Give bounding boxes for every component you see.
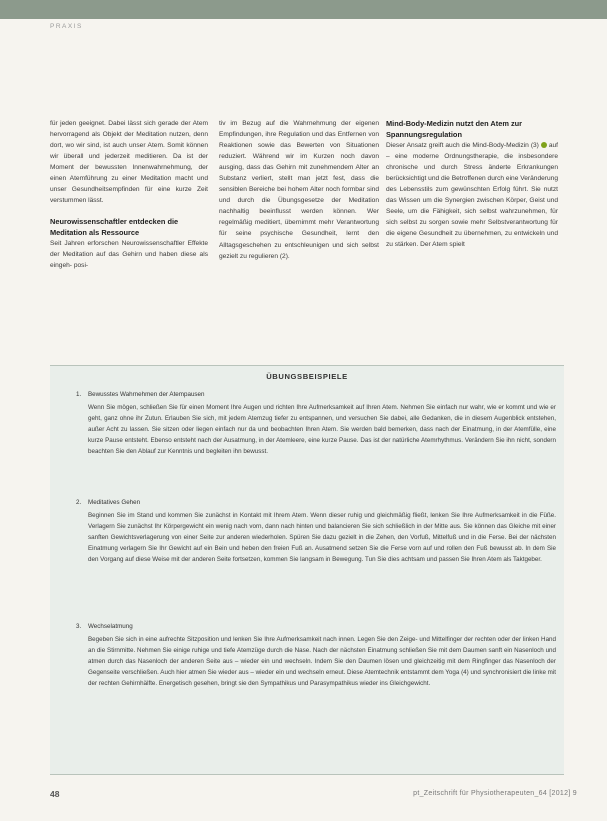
column3-paragraph-1-start: Dieser Ansatz greift auch die Mind-Body-Medizin (3) [386,142,539,149]
exercise-number: 1. [76,391,82,398]
exercise-title-text: Meditatives Gehen [88,499,141,506]
exercise-text: Beginnen Sie im Stand und kommen Sie zunächst in Kontakt mit Ihrem Atem. Wenn dieser ruhig und gleichmäßig fließt, lenken Sie Ihre Aufmerksamkeit in die Füße. Verlagern Sie zunächst Ihr Körpergewicht ein wenig nach vorn, dann nach hinten und balancieren Sie sich schließlich in der Mitte aus. Sie können das Gleiche mit einer sanften Gewichtsverlagerung von einer Seite zur anderen wiederholen. Spüren Sie dazu gezielt in die Zehen, den Vorfuß, Mittelfuß und in die Ferse. Bei der nächsten Einatmung verlagern Sie Ihr Gewicht auf ein Bein und heben den freien Fuß an. Ausatmend setzen Sie die Ferse vorn auf und rollen den Fuß bewusst ab. In dem Sie den Vorgang auf diese Weise mit der anderen Seite fortsetzen, kommen Sie langsam in Bewegung. Tun Sie dies achtsam und passen Sie Ihren Atem als Taktgeber. [88,512,556,564]
journal-footer: pt_Zeitschrift für Physiotherapeuten_64 [2012] 9 [413,790,577,797]
column1-paragraph-1: für jeden geeignet. Dabei lässt sich gerade der Atem hervorragend als Objekt der Meditation nutzen, denn dort, wo wir sind, ist auch unser Atem. Somit können wir überall und jederzeit meditieren. Da ist der Moment der bewussten Innenwahrnehmung, der einen Atemführung zu einer Meditation macht und unser Gesundheitsempfinden für eine kurze Zeit verstummen lässt. [50,120,208,205]
exercise-title [76,497,556,508]
page-number: 48 [50,789,60,799]
column-3 [386,118,558,250]
section-label: PRAXIS [50,23,83,30]
column2-paragraph-1: tiv im Bezug auf die Wahrnehmung der eigenen Empfindungen, ihre Regulation und das Entfernen von Reaktionen sowie das Bewerten von Situationen reduziert. Während wir im Kurzen noch davon ausging, dass das Gehirn mit zunehmendem Alter an Substanz verliert, stellt man jetzt fest, dass die sensiblen Bereiche bei hohem Alter noch formbar sind und durch die Übungsgesetze der Meditation nachhaltig beeinflusst werden können. Wer regelmäßig meditiert, übernimmt mehr Verantwortung für seine psychische Gesundheit, lernt den Alltagsgeschehen zu entschleunigen und sich selbst gezielt zu regulieren (2). [219,120,379,260]
exercise-title [76,389,556,400]
exercise-title-text: Bewusstes Wahrnehmen der Atempausen [88,391,205,398]
exercise-item [76,621,556,689]
exercise-title-text: Wechselatmung [88,623,133,630]
exercise-item [76,497,556,565]
column-1 [50,118,208,272]
exercise-number: 3. [76,623,82,630]
column3-heading: Mind-Body-Medizin nutzt den Atem zur Spannungsregulation [386,119,523,139]
column-2 [219,118,379,262]
exercise-title [76,621,556,632]
column3-paragraph-1-rest: auf – eine moderne Ordnungstherapie, die insbesondere chronische und durch Stress änderte Erkrankungen berücksichtigt und die Betroffenen durch eine Veränderung des Lebensstils zum gewünschten Erfolg führt. Sie nutzt das Wissen um die Synergien zwischen Körper, Geist und Seele, um die Fähigkeit, sich selbst wahrzunehmen, für sich selbst zu sorgen sowie mehr Selbstverantwortung für die eigene Gesundheit zu übernehmen, zu entwickeln und zu stärken. Der Atem spielt [386,142,558,249]
column3-paragraph-1 [386,140,558,250]
green-dot-icon [541,142,547,148]
exercise-item [76,389,556,457]
exercise-text: Begeben Sie sich in eine aufrechte Sitzposition und lenken Sie Ihre Aufmerksamkeit nach innen. Legen Sie den Zeige- und Mittelfinger der rechten oder der linken Hand an die Stirnmitte. Nehmen Sie einige ruhige und tiefe Atemzüge durch die Nase. Nach der nächsten Einatmung schließen Sie mit dem Daumen sanft ein Nasenloch und atmen durch das Nasenloch der anderen Seite aus – wieder ein und wechseln. Indem Sie den Daumen lösen und gleichzeitig mit dem Ringfinger das Nasenloch der Gegenseite verschließen. Auch hier atmen Sie wieder aus – wieder ein und wechseln erneut. Diese Atemtechnik entstammt dem Yoga (4) und synchronisiert die linke mit der rechten Gehirnhälfte. Energetisch gesehen, bringt sie den Sympathikus und Parasympathikus wieder ins Gleichgewicht. [88,636,556,688]
column1-heading: Neurowissenschaftler entdecken die Meditation als Ressource [50,217,179,238]
exercise-box-title: ÜBUNGSBEISPIELE [266,372,348,381]
exercise-number: 2. [76,499,82,506]
exercise-box [50,365,564,775]
header-bar [0,0,607,19]
exercise-text: Wenn Sie mögen, schließen Sie für einen Moment Ihre Augen und richten Ihre Aufmerksamkeit auf Ihren Atem. Nehmen Sie einfach nur wahr, wie er kommt und wie er geht, ganz ohne ihr Zutun. Erlauben Sie sich, mit jedem Atemzug tiefer zu entspannen, und versuchen Sie dabei, alle Gedanken, die in diesem Augenblick entstehen, außer Acht zu lassen. Sie sitzen oder liegen einfach nur da und beobachten Ihren Atem. Sie werden bald bemerken, dass nach der Einatmung, in der Atemfülle, eine kurze Pause entsteht. Ebenso entsteht nach der Ausatmung, in der Atemleere, eine kurze Pause. Das ist der natürliche Atemrhythmus. Verändern Sie ihn nicht, sondern beachten Sie den Ablauf zur Kenntnis und begleiten ihn bewusst. [88,404,556,456]
column1-paragraph-2: Seit Jahren erforschen Neurowissenschaftler Effekte der Meditation auf das Gehirn und haben diese als eingeh- posi- [50,240,208,270]
